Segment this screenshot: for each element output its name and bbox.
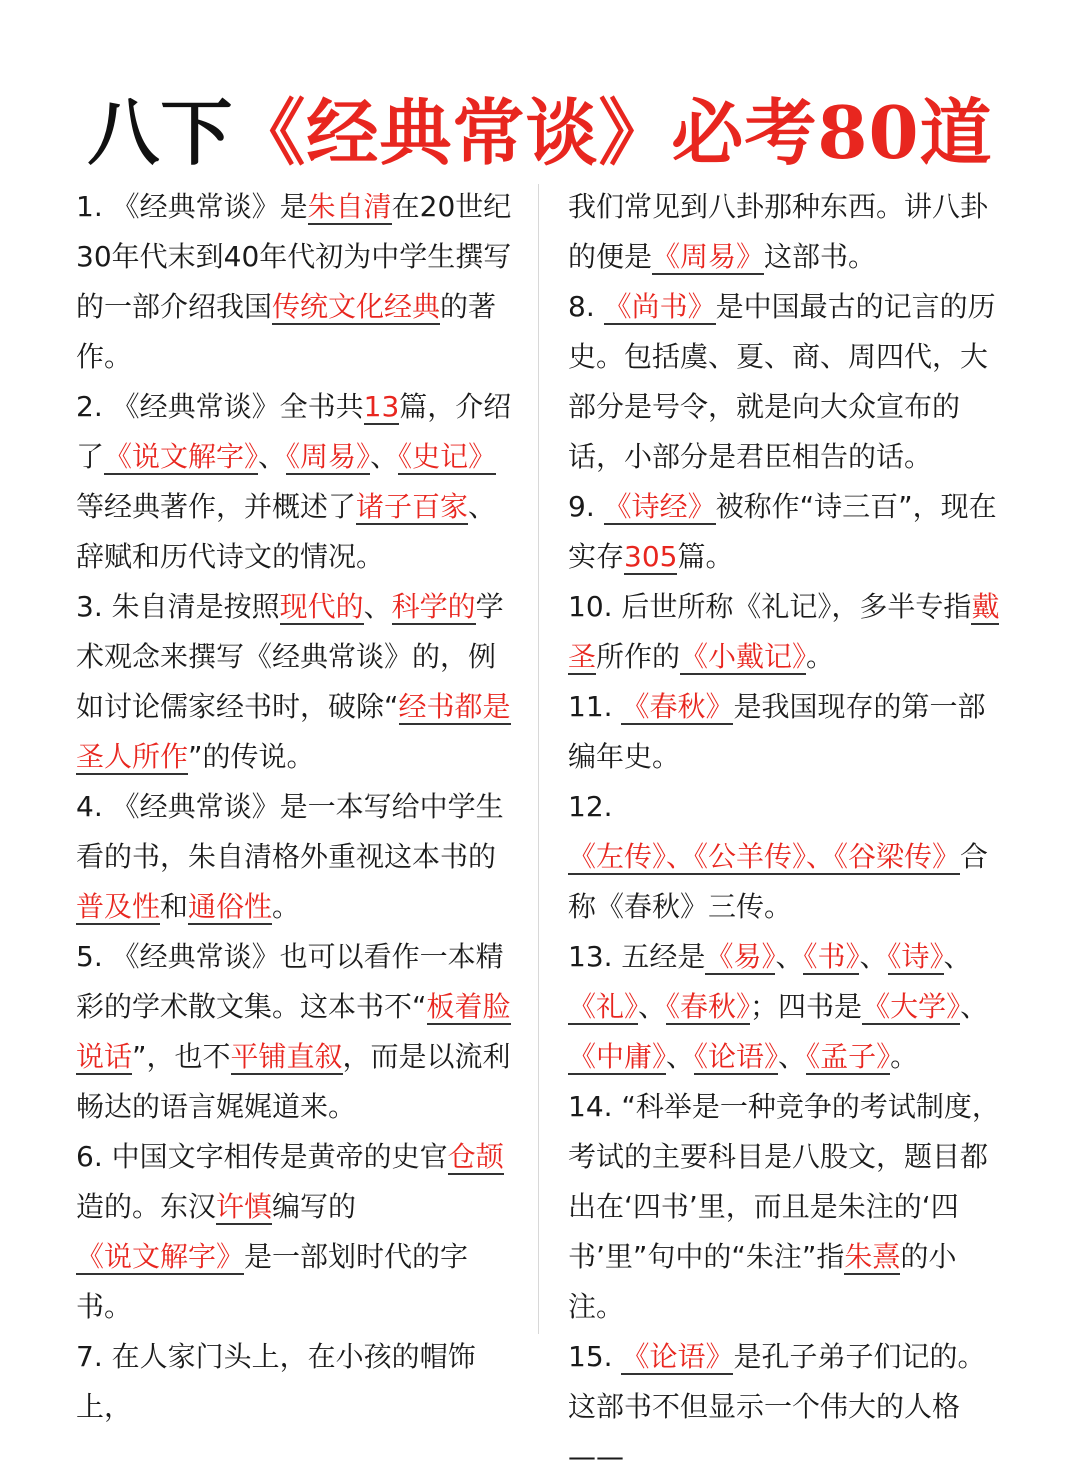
question-text: 8. — [568, 290, 604, 323]
question-text: 、 — [960, 990, 989, 1023]
title-part-1: 八下 — [87, 90, 234, 175]
question-text: 是我国现存的第一部编年史。 — [568, 690, 986, 773]
question-text: 我们常见到八卦那种东西。讲八卦的便是 — [568, 190, 989, 273]
question-text: 。 — [272, 890, 301, 923]
question-item — [568, 932, 1008, 1082]
question-item — [76, 182, 516, 382]
question-text: ；四书是 — [750, 990, 863, 1023]
answer-highlight: 《尚书》 — [603, 290, 716, 323]
question-item — [568, 282, 1008, 482]
question-text: 2. 《经典常谈》全书共 — [76, 390, 364, 423]
title-part-3: 必考80道 — [671, 90, 993, 175]
answer-highlight: 传统文化经典 — [272, 290, 441, 323]
question-text: 、 — [258, 440, 287, 473]
answer-highlight: 《中庸》 — [568, 1040, 667, 1073]
question-text: ”，也不 — [132, 1040, 231, 1073]
answer-highlight: 《说文解字》 — [104, 440, 259, 473]
answer-highlight: 《周易》 — [286, 440, 371, 473]
question-text: 、 — [775, 940, 804, 973]
question-text: 1. 《经典常谈》是 — [76, 190, 308, 223]
question-text: 的小注。 — [568, 1240, 957, 1323]
answer-highlight: 《孟子》 — [806, 1040, 891, 1073]
question-text: 、 — [638, 990, 667, 1023]
answer-highlight: 诸子百家 — [356, 490, 469, 523]
question-text: 、辞赋和历代诗文的情况。 — [76, 490, 497, 573]
right-column — [568, 182, 1008, 1482]
left-column — [76, 182, 516, 1432]
question-text: 造的。东汉 — [76, 1190, 217, 1223]
question-text: 、 — [778, 1040, 807, 1073]
question-text: 、 — [666, 1040, 695, 1073]
answer-highlight: 现代的 — [279, 590, 364, 623]
answer-highlight: 《春秋》 — [666, 990, 751, 1023]
question-text: 11. — [568, 690, 622, 723]
question-item — [568, 182, 1008, 282]
question-text: 是中国最古的记言的历史。包括虞、夏、商、周四代，大部分是号令，就是向大众宣布的话，小部分是君臣相告的话。 — [568, 290, 996, 473]
page-title — [0, 88, 1080, 178]
question-item — [76, 782, 516, 932]
answer-highlight: 普及性 — [76, 890, 161, 923]
answer-highlight: 《诗经》 — [603, 490, 716, 523]
answer-highlight: 《论语》 — [694, 1040, 779, 1073]
question-text: 这部书。 — [764, 240, 877, 273]
question-text: 3. 朱自清是按照 — [76, 590, 280, 623]
question-text: ”的传说。 — [188, 740, 315, 773]
question-text: 7. 在人家门头上，在小孩的帽饰上， — [76, 1340, 476, 1423]
question-item — [568, 582, 1008, 682]
question-text: 所作的 — [596, 640, 681, 673]
answer-highlight: 《周易》 — [652, 240, 765, 273]
question-text: 编写的 — [272, 1190, 357, 1223]
answer-highlight: 《左传》、《公羊传》、《谷梁传》 — [568, 840, 961, 873]
answer-highlight: 许慎 — [216, 1190, 273, 1223]
question-text: 是孔子弟子们记的。这部书不但显示一个伟大的人格—— — [568, 1340, 986, 1473]
question-text: 在20世纪30年代末到40年代初为中学生撰写的一部介绍我国 — [76, 190, 512, 323]
answer-highlight: 《论语》 — [621, 1340, 734, 1373]
question-text: 等经典著作，并概述了 — [76, 490, 357, 523]
question-item — [568, 682, 1008, 782]
answer-highlight: 13 — [363, 390, 400, 423]
question-text: 篇。 — [677, 540, 734, 573]
question-text: 、 — [370, 440, 399, 473]
question-text: 5. 《经典常谈》也可以看作一本精彩的学术散文集。这本书不“ — [76, 940, 504, 1023]
answer-highlight: 《春秋》 — [621, 690, 734, 723]
answer-highlight: 《诗》 — [887, 940, 944, 973]
answer-highlight: 朱自清 — [307, 190, 392, 223]
answer-highlight: 朱熹 — [844, 1240, 901, 1273]
answer-highlight: 通俗性 — [188, 890, 273, 923]
question-text: 被称作“诗三百”，现在实存 — [568, 490, 997, 573]
answer-highlight: 《大学》 — [862, 990, 961, 1023]
question-text: 和 — [160, 890, 189, 923]
question-item — [76, 1332, 516, 1432]
answer-highlight: 《说文解字》 — [76, 1240, 245, 1273]
question-item — [568, 482, 1008, 582]
answer-highlight: 《书》 — [803, 940, 860, 973]
question-text: 、 — [363, 590, 392, 623]
question-item — [76, 932, 516, 1132]
question-text: 6. 中国文字相传是黄帝的史官 — [76, 1140, 448, 1173]
question-text: 、 — [859, 940, 888, 973]
question-text: ，而是以流利畅达的语言娓娓道来。 — [76, 1040, 511, 1123]
question-text: 学术观念来撰写《经典常谈》的，例如讨论儒家经书时，破除“ — [76, 590, 504, 723]
answer-highlight: 科学的 — [391, 590, 476, 623]
answer-highlight: 平铺直叙 — [230, 1040, 343, 1073]
question-text: 10. 后世所称《礼记》，多半专指 — [568, 590, 972, 623]
question-text: 、 — [943, 940, 972, 973]
question-text: 13. 五经是 — [568, 940, 706, 973]
question-item — [76, 1132, 516, 1332]
question-text: 合称《春秋》三传。 — [568, 840, 989, 923]
answer-highlight: 仓颉 — [447, 1140, 504, 1173]
question-item — [568, 1332, 1008, 1482]
question-item — [76, 582, 516, 782]
answer-highlight: 305 — [624, 540, 678, 573]
question-text: 14. “科举是一种竞争的考试制度，考试的主要科目是八股文，题目都出在‘四书’里，而且是朱注的‘四书’里”句中的“朱注”指 — [568, 1090, 1000, 1273]
question-text: 12. — [568, 790, 613, 823]
question-item — [568, 1082, 1008, 1332]
question-text: 篇，介绍了 — [76, 390, 512, 473]
answer-highlight: 板着脸说话 — [76, 990, 511, 1073]
answer-highlight: 《小戴记》 — [680, 640, 807, 673]
question-text: 的著作。 — [76, 290, 497, 373]
question-item — [568, 782, 1008, 932]
question-text: 9. — [568, 490, 604, 523]
question-item — [76, 382, 516, 582]
question-text: 是一部划时代的字书。 — [76, 1240, 469, 1323]
question-text: 4. 《经典常谈》是一本写给中学生看的书，朱自清格外重视这本书的 — [76, 790, 504, 873]
answer-highlight: 经书都是圣人所作 — [76, 690, 511, 773]
title-part-2: 《经典常谈》 — [233, 90, 672, 175]
answer-highlight: 《史记》 — [398, 440, 497, 473]
question-text: 。 — [806, 640, 835, 673]
column-divider — [538, 184, 539, 1334]
answer-highlight: 戴圣 — [568, 590, 1000, 673]
answer-highlight: 《礼》 — [568, 990, 639, 1023]
question-text: 。 — [890, 1040, 919, 1073]
answer-highlight: 《易》 — [705, 940, 776, 973]
question-text: 15. — [568, 1340, 622, 1373]
